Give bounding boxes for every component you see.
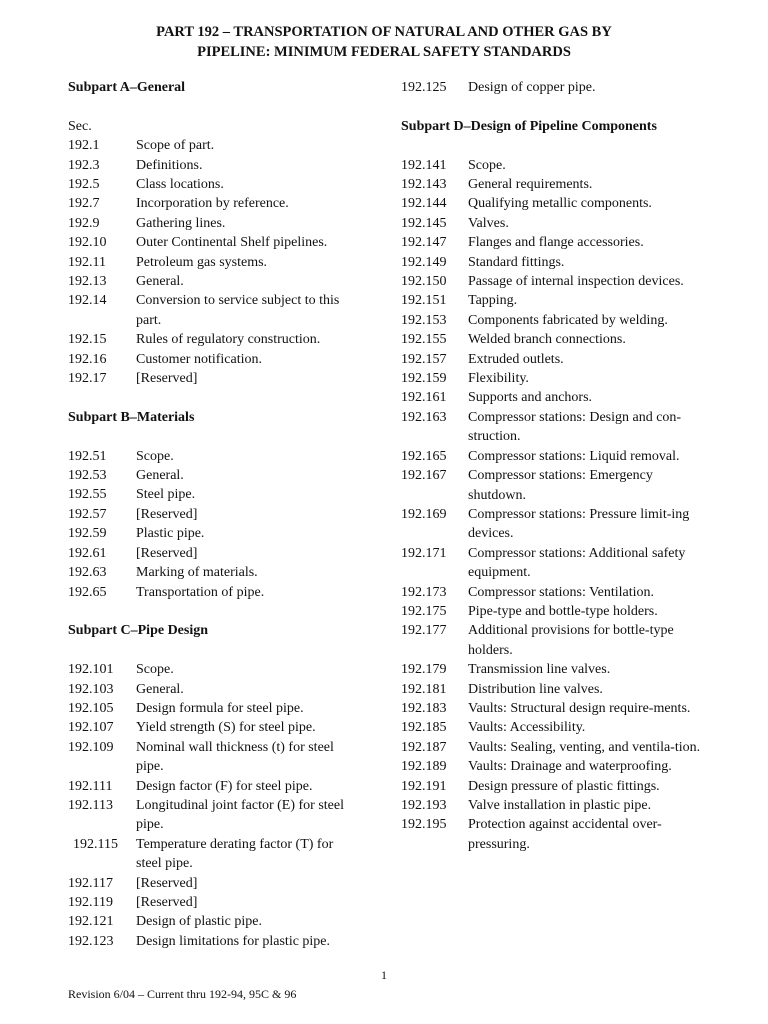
section-title: Flexibility. <box>468 371 529 387</box>
section-title: Compressor stations: Additional safety equipment. <box>468 545 686 581</box>
section-title: Conversion to service subject to this part. <box>136 293 340 328</box>
section-number: 192.193 <box>401 798 447 813</box>
toc-entry <box>401 757 701 776</box>
section-title: Transmission line valves. <box>468 662 611 678</box>
section-title: [Reserved] <box>136 545 198 561</box>
section-number: 192.9 <box>68 215 100 231</box>
section-number: 192.183 <box>401 700 447 716</box>
toc-entry <box>68 835 358 874</box>
section-number: 192.144 <box>401 196 447 212</box>
section-number: 192.107 <box>68 720 114 736</box>
section-title: [Reserved] <box>136 894 198 910</box>
section-number: 192.155 <box>401 332 447 348</box>
section-number: 192.11 <box>68 254 106 270</box>
section-number: 192.103 <box>68 681 114 697</box>
section-title: Supports and anchors. <box>468 390 593 406</box>
section-title: Yield strength (S) for steel pipe. <box>136 720 316 736</box>
toc-entry <box>68 583 358 602</box>
section-number: 192.123 <box>68 933 114 949</box>
toc-entry <box>68 893 358 912</box>
section-title: Compressor stations: Emergency shutdown. <box>468 468 653 503</box>
section-title: Extruded outlets. <box>468 351 564 367</box>
section-number: 192.175 <box>401 603 447 619</box>
section-title: Design of copper pipe. <box>468 80 596 95</box>
section-title: Components fabricated by welding. <box>468 312 668 328</box>
section-number: 192.111 <box>68 778 113 794</box>
toc-entry <box>401 194 701 213</box>
subpart-heading: Subpart A–General <box>68 80 186 95</box>
toc-entry <box>401 272 701 291</box>
toc-entry <box>401 505 701 544</box>
toc-entry <box>401 583 701 602</box>
section-number: 192.141 <box>401 157 447 173</box>
section-title: Design formula for steel pipe. <box>136 700 304 716</box>
section-number: 192.53 <box>68 468 107 484</box>
section-title: Longitudinal joint factor (E) for steel pipe. <box>136 797 344 833</box>
section-title: Definitions. <box>136 157 203 173</box>
toc-entry <box>401 291 701 310</box>
document-title <box>0 23 768 62</box>
revision-footer: Revision 6/04 – Current thru 192-94, 95C & 96 <box>68 987 297 1001</box>
section-number: 192.189 <box>401 759 447 775</box>
section-title: General. <box>136 681 184 697</box>
section-title: Outer Continental Shelf pipelines. <box>136 235 328 251</box>
section-title: Design pressure of plastic fittings. <box>468 778 660 794</box>
section-title: Compressor stations: Ventilation. <box>468 584 655 600</box>
section-title: Customer notification. <box>136 351 262 367</box>
section-number: 192.15 <box>68 332 107 348</box>
section-title: Scope of part. <box>136 138 215 154</box>
section-title: Compressor stations: Design and con-struction. <box>468 409 682 445</box>
toc-entry <box>401 660 701 679</box>
section-number: 192.151 <box>401 293 447 309</box>
section-number: 192.7 <box>68 196 100 212</box>
section-number: 192.10 <box>68 235 107 251</box>
section-title: Steel pipe. <box>136 487 196 503</box>
section-number: 192.113 <box>68 797 113 813</box>
section-title: Vaults: Drainage and waterproofing. <box>468 759 672 775</box>
section-number: 192.117 <box>68 875 113 891</box>
subpart-heading: Subpart C–Pipe Design <box>68 623 209 639</box>
toc-entry <box>68 272 358 291</box>
section-number: 192.61 <box>68 545 107 561</box>
section-title: Design factor (F) for steel pipe. <box>136 778 313 794</box>
toc-entry <box>68 291 358 330</box>
spacer <box>401 97 701 116</box>
toc-entry <box>68 233 358 252</box>
section-number: 192.150 <box>401 274 447 290</box>
section-number: 192.169 <box>401 506 447 522</box>
section-number: 192.115 <box>73 836 118 852</box>
spacer <box>68 602 358 621</box>
section-title: Marking of materials. <box>136 565 258 581</box>
section-number: 192.191 <box>401 778 447 794</box>
toc-entry <box>401 350 701 369</box>
section-title: Rules of regulatory construction. <box>136 332 321 348</box>
section-number: 192.143 <box>401 177 447 192</box>
toc-entry <box>68 699 358 718</box>
toc-entry <box>68 912 358 931</box>
toc-entry <box>401 156 701 175</box>
toc-entry <box>68 874 358 893</box>
section-title: Scope. <box>136 662 174 678</box>
section-title: [Reserved] <box>136 506 198 522</box>
toc-entry <box>401 175 701 194</box>
section-title: Scope. <box>468 157 506 173</box>
toc-entry <box>401 233 701 252</box>
section-title: General requirements. <box>468 177 593 192</box>
section-number: 192.145 <box>401 215 447 231</box>
toc-entry <box>68 544 358 563</box>
section-number: 192.1 <box>68 138 100 154</box>
section-title: Gathering lines. <box>136 215 226 231</box>
section-title: Additional provisions for bottle-type holders. <box>468 623 674 658</box>
section-title: Design of plastic pipe. <box>136 914 262 930</box>
spacer <box>68 388 358 407</box>
toc-entry <box>401 815 701 854</box>
section-title: Compressor stations: Liquid removal. <box>468 448 680 464</box>
toc-entry <box>68 447 358 466</box>
toc-entry <box>68 718 358 737</box>
section-number: 192.195 <box>401 817 447 833</box>
title-line-1: PART 192 – TRANSPORTATION OF NATURAL AND OTHER GAS BY <box>156 24 612 40</box>
toc-entry <box>68 485 358 504</box>
section-number: 192.17 <box>68 371 107 387</box>
section-number: 192.153 <box>401 312 447 328</box>
section-title: Valve installation in plastic pipe. <box>468 798 652 813</box>
section-number: 192.147 <box>401 235 447 251</box>
section-title: Standard fittings. <box>468 254 565 270</box>
section-title: Design limitations for plastic pipe. <box>136 933 331 949</box>
section-title: Scope. <box>136 448 174 464</box>
section-title: General. <box>136 274 184 290</box>
section-title: Tapping. <box>468 293 518 309</box>
section-number: 192.167 <box>401 468 447 484</box>
section-label: Sec. <box>68 118 92 134</box>
toc-entry <box>401 699 701 718</box>
toc-entry <box>401 680 701 699</box>
toc-entry <box>68 194 358 213</box>
toc-entry <box>68 175 358 194</box>
toc-entry <box>68 680 358 699</box>
section-number: 192.187 <box>401 739 447 755</box>
spacer <box>68 427 358 446</box>
spacer <box>68 97 358 116</box>
section-title: Incorporation by reference. <box>136 196 289 212</box>
section-title: Class locations. <box>136 177 224 193</box>
section-number: 192.173 <box>401 584 447 600</box>
toc-entry <box>68 156 358 175</box>
section-title: [Reserved] <box>136 371 198 387</box>
section-title: Compressor stations: Pressure limit-ing devices. <box>468 506 690 542</box>
toc-entry <box>68 505 358 524</box>
subpart-heading: Subpart B–Materials <box>68 409 195 425</box>
section-title: Protection against accidental over-pressuring. <box>468 817 662 852</box>
section-number: 192.163 <box>401 409 447 425</box>
section-number: 192.179 <box>401 662 447 678</box>
toc-entry <box>401 602 701 621</box>
toc-entry <box>401 78 701 97</box>
section-number: 192.105 <box>68 700 114 716</box>
section-number: 192.149 <box>401 254 447 270</box>
section-title: [Reserved] <box>136 875 198 891</box>
section-number: 192.159 <box>401 371 447 387</box>
toc-entry <box>68 466 358 485</box>
section-title: Qualifying metallic components. <box>468 196 652 212</box>
title-line-2: PIPELINE: MINIMUM FEDERAL SAFETY STANDARDS <box>197 43 571 60</box>
section-number: 192.3 <box>68 157 100 173</box>
section-number: 192.65 <box>68 584 107 600</box>
toc-entry <box>68 350 358 369</box>
section-title: Petroleum gas systems. <box>136 254 268 270</box>
toc-entry <box>401 544 701 583</box>
section-number: 192.125 <box>401 80 447 95</box>
section-number: 192.16 <box>68 351 107 367</box>
toc-entry <box>401 214 701 233</box>
toc-entry <box>68 369 358 388</box>
section-number: 192.177 <box>401 623 447 639</box>
toc-entry <box>401 621 701 660</box>
section-number: 192.185 <box>401 720 447 736</box>
toc-entry <box>401 408 701 447</box>
section-title: Temperature derating factor (T) for steel pipe. <box>136 836 334 872</box>
toc-entry <box>68 796 358 835</box>
right-column <box>401 78 701 854</box>
toc-entry <box>68 660 358 679</box>
section-number: 192.119 <box>68 894 113 910</box>
section-number: 192.59 <box>68 526 107 542</box>
toc-entry <box>401 253 701 272</box>
section-number: 192.109 <box>68 739 114 755</box>
section-title: Nominal wall thickness (t) for steel pipe. <box>136 739 334 775</box>
section-number: 192.165 <box>401 448 447 464</box>
section-number: 192.181 <box>401 681 447 697</box>
toc-entry <box>401 330 701 349</box>
toc-entry <box>401 388 701 407</box>
section-number: 192.55 <box>68 487 107 503</box>
page-number: 1 <box>381 968 387 982</box>
section-title: Plastic pipe. <box>136 526 205 542</box>
toc-entry <box>68 777 358 796</box>
section-number: 192.63 <box>68 565 107 581</box>
subpart-heading: Subpart D–Design of Pipeline Components <box>401 118 657 134</box>
section-number: 192.13 <box>68 274 107 290</box>
section-title: Transportation of pipe. <box>136 584 265 600</box>
section-number: 192.14 <box>68 293 107 309</box>
toc-entry <box>401 796 701 815</box>
toc-entry <box>68 738 358 777</box>
section-number: 192.161 <box>401 390 447 406</box>
toc-entry <box>68 330 358 349</box>
toc-entry <box>401 447 701 466</box>
left-column <box>68 78 358 951</box>
section-number: 192.51 <box>68 448 107 464</box>
toc-entry <box>68 932 358 951</box>
section-number: 192.121 <box>68 914 114 930</box>
toc-entry <box>401 738 701 757</box>
toc-entry <box>401 718 701 737</box>
section-number: 192.157 <box>401 351 447 367</box>
toc-entry <box>68 563 358 582</box>
spacer <box>401 136 701 155</box>
section-title: Passage of internal inspection devices. <box>468 274 684 290</box>
section-number: 192.101 <box>68 662 114 678</box>
section-number: 192.5 <box>68 177 100 193</box>
toc-entry <box>68 524 358 543</box>
toc-entry <box>401 777 701 796</box>
section-title: Vaults: Sealing, venting, and ventila-tion. <box>468 739 701 755</box>
toc-entry <box>68 253 358 272</box>
toc-entry <box>401 369 701 388</box>
section-title: Flanges and flange accessories. <box>468 235 644 251</box>
toc-entry <box>68 136 358 155</box>
section-number: 192.57 <box>68 506 107 522</box>
spacer <box>68 641 358 660</box>
toc-entry <box>68 214 358 233</box>
toc-entry <box>401 311 701 330</box>
section-title: Valves. <box>468 215 509 231</box>
section-number: 192.171 <box>401 545 447 561</box>
section-title: Vaults: Accessibility. <box>468 720 586 736</box>
toc-entry <box>401 466 701 505</box>
section-title: Welded branch connections. <box>468 332 626 348</box>
section-title: Distribution line valves. <box>468 681 603 697</box>
section-title: Pipe-type and bottle-type holders. <box>468 603 658 619</box>
section-title: General. <box>136 468 184 484</box>
section-title: Vaults: Structural design require-ments. <box>468 700 691 716</box>
